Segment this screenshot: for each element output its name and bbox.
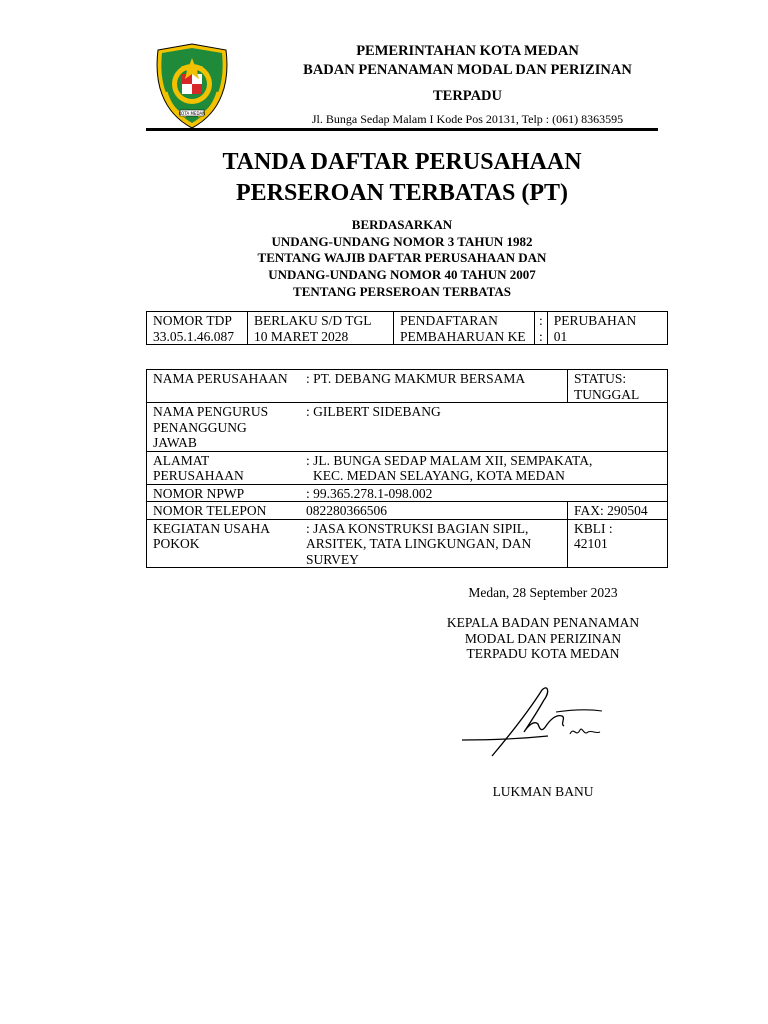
nomor-tdp-value: 33.05.1.46.087 bbox=[153, 328, 234, 344]
nomor-tdp-cell bbox=[147, 312, 248, 345]
kbli-value: 42101 bbox=[574, 536, 608, 551]
kegiatan-label-2: POKOK bbox=[153, 536, 200, 551]
pengurus-label-3: JAWAB bbox=[153, 435, 197, 450]
table-row bbox=[147, 370, 668, 403]
alamat-value-1: : JL. BUNGA SEDAP MALAM XII, SEMPAKATA, bbox=[306, 452, 593, 468]
kbli-label: KBLI : bbox=[574, 520, 613, 536]
legal-basis bbox=[146, 217, 658, 301]
basis-line-5: TENTANG PERSEROAN TERBATAS bbox=[293, 283, 511, 299]
position-line-2: MODAL DAN PERIZINAN bbox=[464, 630, 622, 646]
alamat-value bbox=[304, 451, 668, 484]
kegiatan-value-1: : JASA KONSTRUKSI BAGIAN SIPIL, bbox=[306, 520, 529, 536]
status-value: TUNGGAL bbox=[574, 386, 640, 402]
place-date: Medan, 28 September 2023 bbox=[468, 585, 618, 600]
berlaku-value: 10 MARET 2028 bbox=[254, 328, 349, 344]
signatory-name: LUKMAN BANU bbox=[492, 784, 594, 799]
header-divider bbox=[146, 128, 658, 131]
nama-perusahaan-value: : PT. DEBANG MAKMUR BERSAMA bbox=[304, 370, 568, 403]
kegiatan-label-1: KEGIATAN USAHA bbox=[153, 520, 271, 536]
basis-line-2: UNDANG-UNDANG NOMOR 3 TAHUN 1982 bbox=[271, 233, 533, 249]
npwp-value: : 99.365.278.1-098.002 bbox=[304, 484, 668, 502]
kegiatan-label bbox=[147, 519, 305, 568]
header-agency-cont: TERPADU bbox=[432, 88, 502, 104]
perubahan-label: PERUBAHAN bbox=[553, 313, 637, 328]
kbli-cell bbox=[568, 519, 668, 568]
alamat-label-2: PERUSAHAAN bbox=[153, 468, 244, 483]
basis-line-4: UNDANG-UNDANG NOMOR 40 TAHUN 2007 bbox=[268, 267, 536, 283]
position-line-1: KEPALA BADAN PENANAMAN bbox=[446, 615, 640, 630]
telepon-label: NOMOR TELEPON bbox=[147, 502, 305, 520]
kegiatan-value-3: SURVEY bbox=[306, 551, 359, 567]
company-details-table bbox=[146, 369, 668, 568]
pendaftaran-cell bbox=[394, 312, 535, 345]
colon-1: : bbox=[539, 313, 543, 328]
table-row bbox=[147, 502, 668, 520]
table-row bbox=[147, 484, 668, 502]
pendaftaran-label: PENDAFTARAN bbox=[400, 313, 498, 328]
nama-perusahaan-label: NAMA PERUSAHAAN bbox=[147, 370, 305, 403]
berlaku-cell bbox=[248, 312, 394, 345]
npwp-label: NOMOR NPWP bbox=[147, 484, 305, 502]
perubahan-cell bbox=[547, 312, 667, 345]
telepon-value: 082280366506 bbox=[304, 502, 568, 520]
pengurus-label-2: PENANGGUNG bbox=[153, 419, 247, 435]
colon-cell bbox=[535, 312, 548, 345]
handwritten-signature bbox=[458, 682, 608, 762]
table-row bbox=[147, 519, 668, 568]
status-label: STATUS: bbox=[574, 371, 627, 386]
kegiatan-value bbox=[304, 519, 568, 568]
tdp-registration-table bbox=[146, 311, 668, 345]
basis-line-1: BERDASARKAN bbox=[351, 217, 453, 232]
header-address: Jl. Bunga Sedap Malam I Kode Pos 20131, Telp : (061) 8363595 bbox=[311, 112, 624, 126]
document-title bbox=[146, 147, 658, 209]
table-row bbox=[147, 403, 668, 452]
pengurus-label-1: NAMA PENGURUS bbox=[153, 404, 269, 419]
pengurus-label bbox=[147, 403, 305, 452]
header-government: PEMERINTAHAN KOTA MEDAN bbox=[356, 43, 579, 59]
alamat-label-1: ALAMAT bbox=[153, 452, 210, 468]
table-row bbox=[147, 451, 668, 484]
pengurus-value: : GILBERT SIDEBANG bbox=[304, 403, 668, 452]
kegiatan-value-2: ARSITEK, TATA LINGKUNGAN, DAN bbox=[306, 536, 532, 551]
nomor-tdp-label: NOMOR TDP bbox=[153, 313, 232, 328]
basis-line-3: TENTANG WAJIB DAFTAR PERUSAHAAN DAN bbox=[257, 250, 547, 266]
header-agency: BADAN PENANAMAN MODAL DAN PERIZINAN bbox=[303, 62, 632, 78]
alamat-label bbox=[147, 451, 305, 484]
position-line-3: TERPADU KOTA MEDAN bbox=[466, 646, 620, 661]
svg-text:KOTA MEDAN: KOTA MEDAN bbox=[178, 111, 206, 116]
title-line-1: TANDA DAFTAR PERUSAHAAN bbox=[222, 149, 582, 175]
colon-2: : bbox=[539, 328, 543, 344]
status-cell bbox=[568, 370, 668, 403]
pembaharuan-label: PEMBAHARUAN KE bbox=[400, 328, 526, 344]
fax-value: FAX: 290504 bbox=[568, 502, 668, 520]
signatory-position bbox=[420, 615, 666, 662]
title-line-2: PERSEROAN TERBATAS (PT) bbox=[235, 180, 569, 206]
berlaku-label: BERLAKU S/D TGL bbox=[254, 313, 372, 328]
kota-medan-emblem bbox=[152, 42, 232, 130]
perubahan-value: 01 bbox=[553, 328, 568, 344]
alamat-value-2: KEC. MEDAN SELAYANG, KOTA MEDAN bbox=[313, 468, 565, 483]
